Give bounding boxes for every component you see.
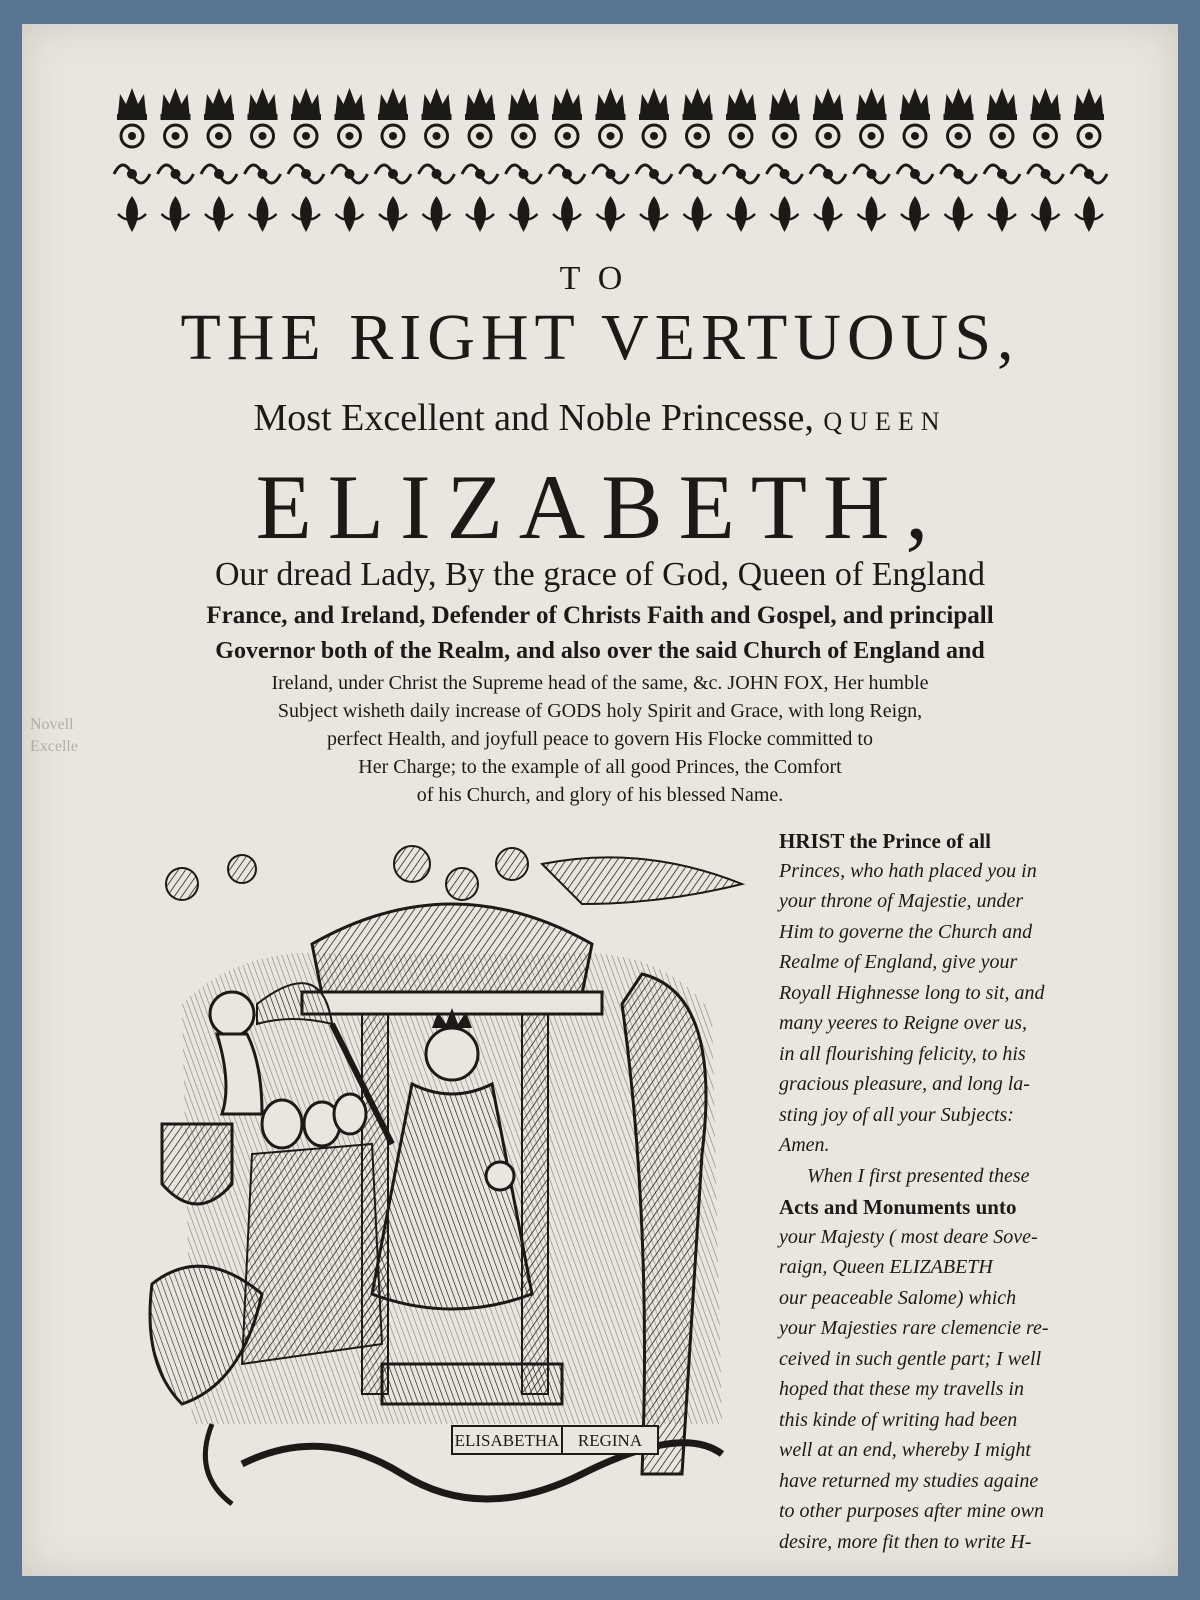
column-line: our peaceable Salome) which	[779, 1286, 1017, 1309]
column-line: gracious pleasure, and long la-	[779, 1073, 1030, 1095]
column-line: Acts and Monuments unto	[779, 1195, 1017, 1219]
column-line: your throne of Majestie, under	[779, 890, 1024, 912]
column-line: hoped that these my travells in	[779, 1378, 1024, 1400]
column-line: When I first presented these	[807, 1164, 1030, 1187]
subtitle-text: Most Excellent and Noble Princesse,	[253, 397, 814, 439]
subtitle-queen: QUEEN	[823, 407, 947, 436]
column-line: Him to governe the Church and	[779, 920, 1033, 943]
column-line: well at an end, whereby I might	[779, 1439, 1031, 1461]
column-line: Amen.	[779, 1134, 830, 1156]
column-line: your Majesties rare clemencie re-	[779, 1317, 1049, 1339]
column-line: ceived in such gentle part; I well	[779, 1347, 1042, 1370]
address-line: France, and Ireland, Defender of Christs Faith and Gospel, and principall	[206, 602, 994, 629]
book-page	[22, 24, 1178, 1576]
woodcut-label-left: ELISABETHA	[454, 1431, 560, 1450]
dedication-name: ELIZABETH,	[255, 456, 945, 558]
dedication-to: TO	[559, 260, 641, 297]
margin-note: Excelle	[30, 738, 78, 755]
column-line: Realme of England, give your	[779, 951, 1018, 973]
address-line: Our dread Lady, By the grace of God, Queen of England	[214, 556, 986, 593]
woodcut-label-right: REGINA	[577, 1431, 643, 1450]
column-line: sting joy of all your Subjects:	[779, 1103, 1014, 1126]
dedication-subtitle	[22, 396, 1178, 440]
column-line: to other purposes after mine own	[779, 1500, 1044, 1522]
column-line: this kinde of writing had been	[779, 1408, 1018, 1431]
column-line: in all flourishing felicity, to his	[779, 1042, 1026, 1065]
address-line: of his Church, and glory of his blessed Name.	[416, 784, 784, 806]
address-line: perfect Health, and joyfull peace to govern His Flocke committed to	[327, 728, 873, 750]
column-line: Princes, who hath placed you in	[779, 859, 1037, 882]
headpiece-ornament	[110, 76, 1110, 248]
address-line: Her Charge; to the example of all good Princes, the Comfort	[358, 756, 842, 778]
address-line: Ireland, under Christ the Supreme head of the same, &c. JOHN FOX, Her humble	[271, 672, 929, 694]
column-line: desire, more fit then to write H-	[779, 1530, 1032, 1553]
margin-note: Novell	[30, 716, 74, 733]
address-line: Governor both of the Realm, and also over the said Church of England and	[215, 638, 985, 664]
column-line: many yeeres to Reigne over us,	[779, 1012, 1028, 1034]
column-line: raign, Queen ELIZABETH	[779, 1256, 993, 1278]
queen-elizabeth-woodcut	[122, 824, 772, 1524]
address-line: Subject wisheth daily increase of GODS holy Spirit and Grace, with long Reign,	[277, 700, 923, 722]
dedication-title: THE RIGHT VERTUOUS,	[180, 301, 1020, 374]
column-line: HRIST the Prince of all	[779, 829, 991, 853]
column-line: your Majesty ( most deare Sove-	[779, 1225, 1038, 1248]
column-line: have returned my studies againe	[779, 1469, 1039, 1492]
epistle-column	[779, 829, 1129, 1561]
column-line: Royall Highnesse long to sit, and	[779, 981, 1045, 1004]
